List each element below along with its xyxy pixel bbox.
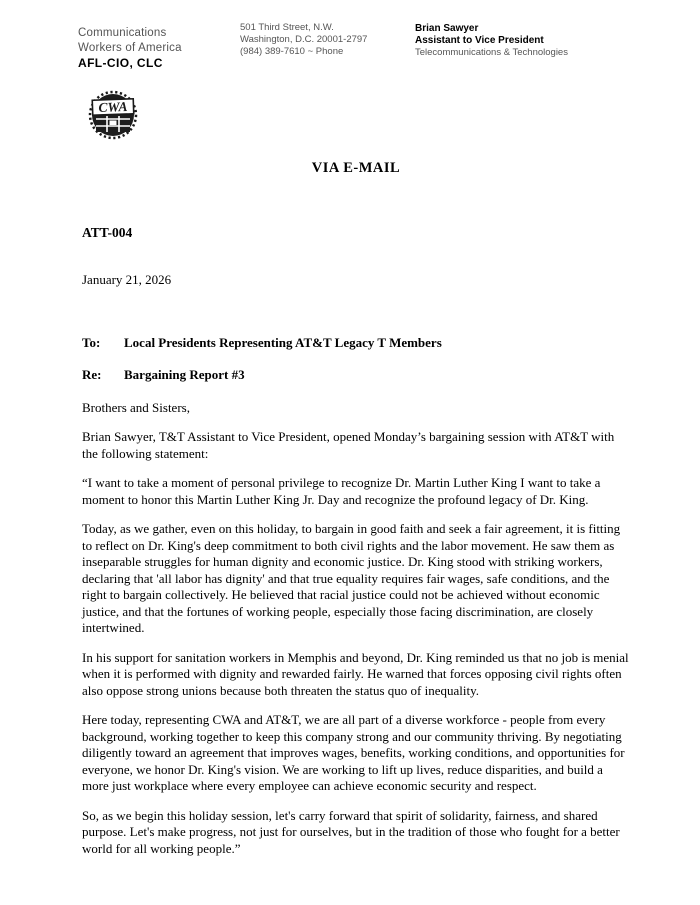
- to-label: To:: [82, 334, 101, 350]
- body-paragraph: Brian Sawyer, T&T Assistant to Vice President, opened Monday’s bargaining session with AT&T with the following statement:: [82, 429, 615, 461]
- org-affiliation: AFL-CIO, CLC: [78, 56, 163, 70]
- delivery-method: VIA E-MAIL: [311, 160, 401, 176]
- org-name-line2: Workers of America: [78, 41, 182, 54]
- org-name-line1: Communications: [78, 27, 167, 39]
- to-line: [82, 335, 630, 352]
- contact-department: Telecommunications & Technologies: [415, 47, 568, 58]
- org-name-block: [78, 26, 182, 71]
- body-paragraph: “I want to take a moment of personal privilege to recognize Dr. Martin Luther King I want to take a moment to honor this Martin Luther King Jr. Day and recognize the profound legacy of Dr. King.: [82, 475, 601, 507]
- body-paragraph: Today, as we gather, even on this holiday, to bargain in good faith and seek a fair agreement, it is fitting to reflect on Dr. King's deep commitment to both civil rights and the labor movement. He saw them as inseparable struggles for human dignity and economic justice. Dr. King stood with striking workers, declaring that 'all labor has dignity' and that true equality requires fair wages, safe conditions, and the right to bargain collectively. He believed that racial justice could not be achieved without economic justice, and that the fortunes of working people, especially those facing discrimination, are closely intertwined.: [82, 521, 621, 635]
- contact-title: Assistant to Vice President: [415, 35, 544, 46]
- body-paragraph: In his support for sanitation workers in Memphis and beyond, Dr. King reminded us that no job is menial when it is performed with dignity and rewarded fairly. He warned that forces opposing civil rights often also oppose strong unions because both threaten the status quo of inequality.: [82, 649, 629, 698]
- cwa-logo-text: CWA: [98, 98, 128, 116]
- cwa-seal-icon: [88, 89, 138, 141]
- re-label: Re:: [82, 367, 102, 382]
- contact-name: Brian Sawyer: [415, 23, 479, 34]
- org-address-block: [240, 22, 367, 58]
- to-value: Local Presidents Representing AT&T Legacy T Members: [124, 334, 442, 350]
- body-paragraph: Here today, representing CWA and AT&T, we are all part of a diverse workforce - people from every background, working together to keep this company strong and our community thriving. By negotiating diligently toward an agreement that improves wages, benefits, working conditions, and opportunities for everyone, we honor Dr. King's vision. We are working to lift up lives, reduce disparities, and build a more just workplace where every employee can achieve economic security and respect.: [82, 712, 625, 793]
- address-street: 501 Third Street, N.W.: [240, 22, 334, 33]
- contact-block: [415, 23, 568, 59]
- address-city: Washington, D.C. 20001-2797: [240, 34, 368, 45]
- letter-date: January 21, 2026: [82, 272, 172, 287]
- body-paragraph: So, as we begin this holiday session, let's carry forward that spirit of solidarity, fairness, and shared purpose. Let's make progress, not just for ourselves, but in the tradition of those who fought for a better world for all working people.”: [82, 807, 620, 856]
- reference-number: ATT-004: [82, 224, 133, 240]
- paragraphs-container: [82, 429, 630, 857]
- letter-body: [82, 152, 630, 870]
- re-line: [82, 367, 630, 384]
- address-phone: (984) 389-7610 ~ Phone: [240, 46, 344, 57]
- re-value: Bargaining Report #3: [124, 367, 245, 382]
- salutation: Brothers and Sisters,: [82, 399, 190, 415]
